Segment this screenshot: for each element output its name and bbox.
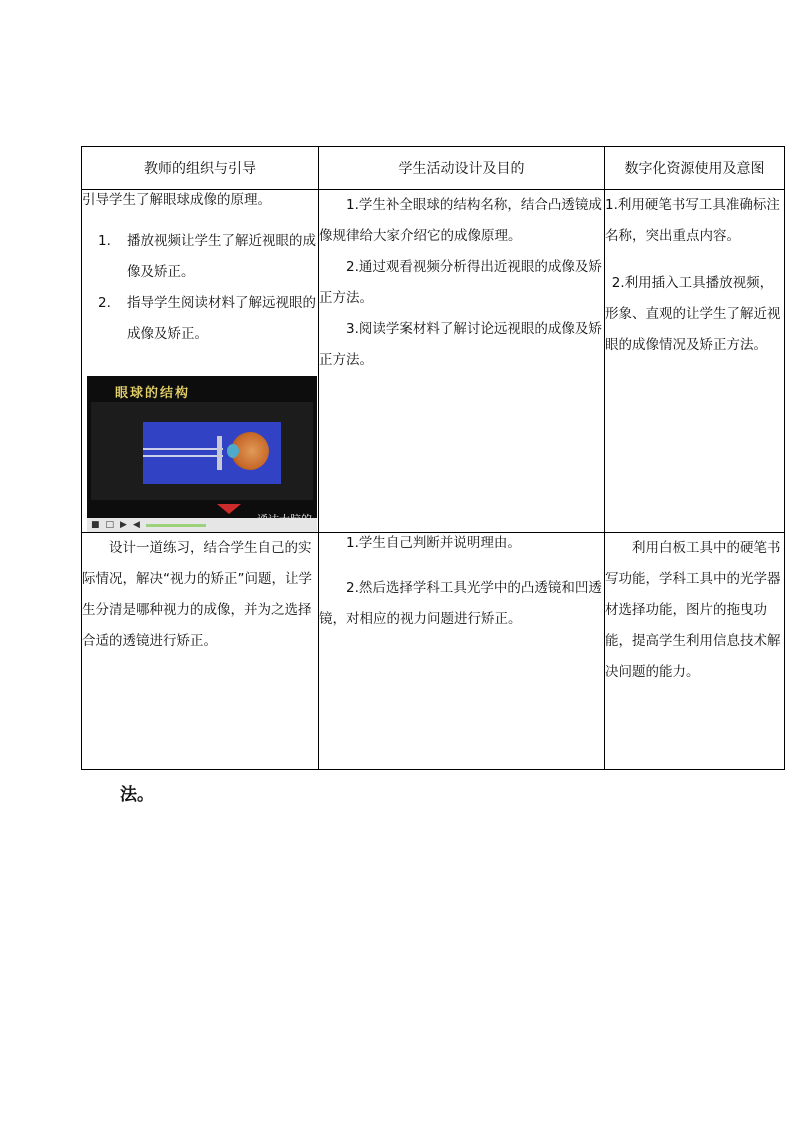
volume-icon[interactable]: ◀ [132, 519, 140, 530]
teacher-text: 设计一道练习，结合学生自己的实际情况，解决“视力的矫正”问题，让学生分清是哪种视力的成像，并为之选择合适的透镜进行矫正。 [82, 540, 312, 649]
teacher-cell-2 [82, 533, 319, 770]
list-text: 播放视频让学生了解近视眼的成像及矫正。 [127, 233, 316, 280]
list-item [82, 226, 318, 288]
list-item [82, 288, 318, 350]
trailing-text: 法。 [120, 785, 154, 805]
student-cell-1 [319, 190, 605, 533]
resource-text: 1.利用硬笔书写工具准确标注名称，突出重点内容。 [605, 197, 780, 244]
resource-cell-1 [605, 190, 785, 533]
red-arrow-icon [217, 504, 241, 514]
header-teacher: 教师的组织与引导 [82, 147, 319, 190]
cornea-shape [227, 444, 239, 458]
table-row [82, 190, 785, 533]
light-ray [143, 455, 223, 457]
student-activity: 1.学生自己判断并说明理由。 [346, 535, 521, 551]
stop-icon[interactable]: ■ [91, 519, 100, 530]
list-text: 指导学生阅读材料了解远视眼的成像及矫正。 [127, 295, 316, 342]
teacher-intro: 引导学生了解眼球成像的原理。 [82, 192, 271, 208]
square-icon[interactable]: □ [105, 519, 115, 530]
header-row [82, 147, 785, 190]
lens-shape [217, 436, 222, 470]
video-screenshot[interactable] [87, 376, 317, 532]
volume-slider[interactable] [146, 524, 206, 527]
lesson-table [81, 146, 785, 770]
table-row [82, 533, 785, 770]
student-activity: 2.然后选择学科工具光学中的凸透镜和凹透镜，对相应的视力问题进行矫正。 [319, 580, 602, 627]
play-icon[interactable]: ▶ [120, 519, 127, 530]
resource-text: 2.利用插入工具播放视频，形象、直观的让学生了解近视眼的成像情况及矫正方法。 [605, 275, 781, 353]
student-activity: 3.阅读学案材料了解讨论远视眼的成像及矫正方法。 [319, 321, 602, 368]
list-number: 2. [98, 295, 111, 311]
light-ray [143, 448, 223, 450]
eye-diagram [143, 422, 281, 484]
header-student: 学生活动设计及目的 [319, 147, 605, 190]
student-cell-2 [319, 533, 605, 770]
teacher-cell-1 [82, 190, 319, 533]
student-activity: 2.通过观看视频分析得出近视眼的成像及矫正方法。 [319, 259, 602, 306]
list-number: 1. [98, 233, 111, 249]
student-activity: 1.学生补全眼球的结构名称，结合凸透镜成像规律给大家介绍它的成像原理。 [319, 197, 602, 244]
video-controls[interactable] [87, 518, 317, 532]
header-resources: 数字化资源使用及意图 [605, 147, 785, 190]
resource-text: 利用白板工具中的硬笔书写功能，学科工具中的光学器材选择功能，图片的拖曳功能，提高学生利用信息技术解决问题的能力。 [605, 540, 781, 680]
resource-cell-2 [605, 533, 785, 770]
teacher-list [82, 226, 318, 350]
video-title: 眼球的结构 [115, 386, 191, 401]
